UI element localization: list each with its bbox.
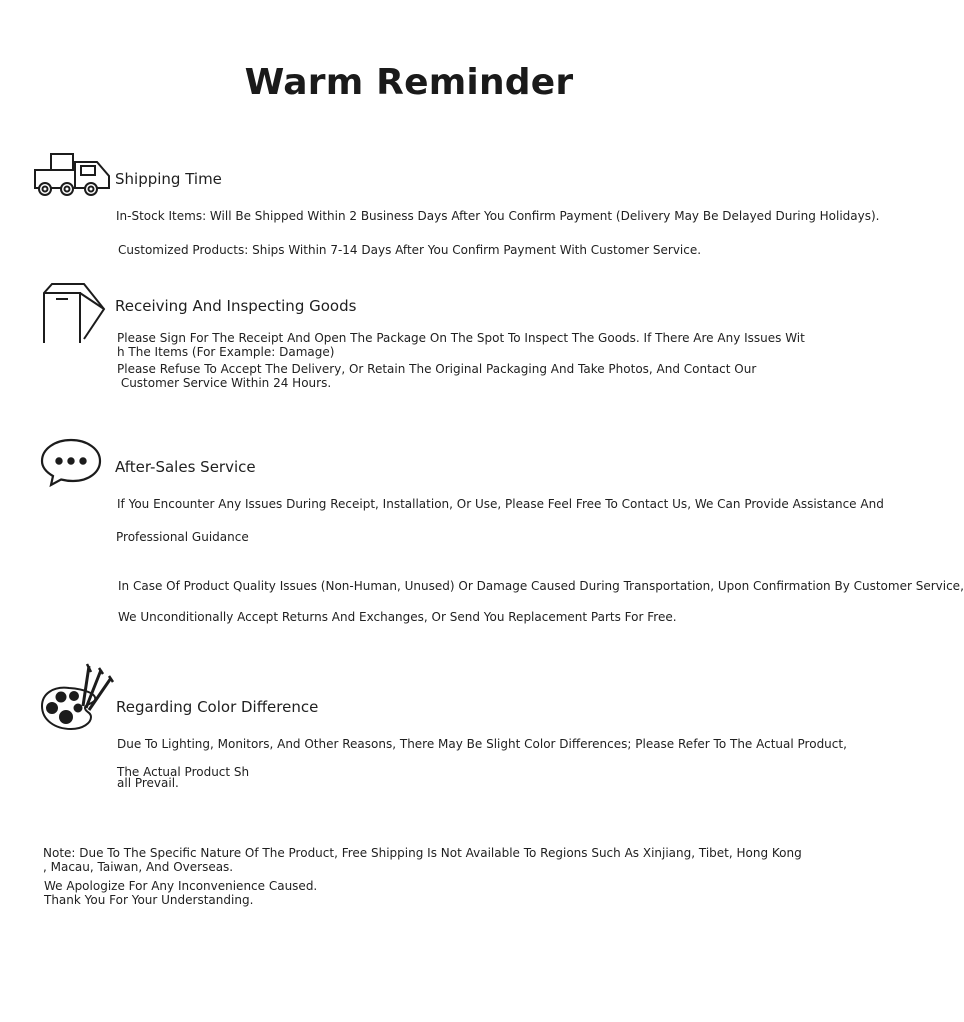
after-sales-line-1: If You Encounter Any Issues During Receipt, Installation, Or Use, Please Feel Free To Contact Us, We Can Provide Assistance And (117, 497, 884, 511)
receiving-heading: Receiving And Inspecting Goods (115, 297, 357, 315)
color-line-2a: The Actual Product Sh (117, 765, 250, 779)
note-line-2: We Apologize For Any Inconvenience Caused. (44, 879, 318, 893)
paint-palette-icon (39, 662, 115, 732)
chat-bubble-icon (39, 436, 103, 488)
receiving-line-2b: Customer Service Within 24 Hours. (117, 376, 332, 390)
receiving-line-1b: h The Items (For Example: Damage) (117, 345, 335, 359)
note-line-3: Thank You For Your Understanding. (44, 893, 254, 907)
after-sales-line-4: We Unconditionally Accept Returns And Exchanges, Or Send You Replacement Parts For Free. (118, 610, 677, 624)
note-line-1a: Note: Due To The Specific Nature Of The Product, Free Shipping Is Not Available To Regions Such As Xinjiang, Tibet, Hong Kong (43, 846, 802, 860)
color-line-2b: all Prevail. (117, 776, 179, 790)
after-sales-line-2: Professional Guidance (116, 530, 249, 544)
color-heading: Regarding Color Difference (116, 698, 319, 716)
color-line-1: Due To Lighting, Monitors, And Other Reasons, There May Be Slight Color Differences; Please Refer To The Actual Product, (117, 737, 847, 751)
receiving-line-2a: Please Refuse To Accept The Delivery, Or Retain The Original Packaging And Take Photos, And Contact Our (117, 362, 757, 376)
note-line-1b: , Macau, Taiwan, And Overseas. (43, 860, 234, 874)
receiving-line-1a: Please Sign For The Receipt And Open The Package On The Spot To Inspect The Goods. If There Are Any Issues Wit (117, 331, 805, 345)
after-sales-heading: After-Sales Service (115, 458, 256, 476)
shipping-line-2: Customized Products: Ships Within 7-14 Days After You Confirm Payment With Customer Service. (118, 243, 702, 257)
delivery-truck-icon (33, 152, 113, 198)
shipping-line-1: In-Stock Items: Will Be Shipped Within 2 Business Days After You Confirm Payment (Delivery May Be Delayed During Holidays). (116, 209, 880, 223)
shipping-heading: Shipping Time (115, 170, 222, 188)
package-box-icon (40, 281, 108, 347)
after-sales-line-3: In Case Of Product Quality Issues (Non-Human, Unused) Or Damage Caused During Transportation, Upon Confirmation By Customer Service, (118, 579, 964, 593)
page-title: Warm Reminder (244, 62, 574, 103)
